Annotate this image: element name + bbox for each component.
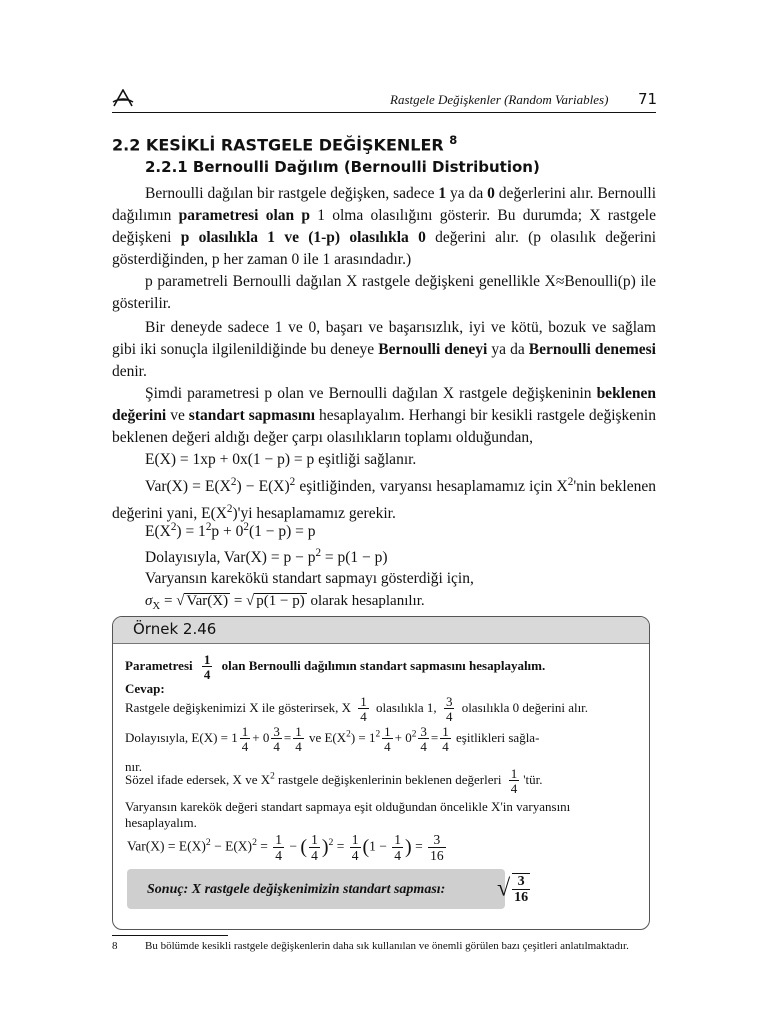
paragraph-variance: $Var(X) = E(X^2) - E(X)^2$ eşitliğinden, varyansı hesaplamamız için $X^2'nin$ beklenen değerini yani, $E(X^2)'yi$ hesaplamamız gerekir. — [112, 476, 656, 523]
equation-expected-value: E(X) = 1xp + 0x(1 − p) = p eşitliği sağlanır. — [145, 451, 417, 468]
footnote-rule — [112, 935, 228, 936]
paragraph-expected-value: Şimdi parametresi p olan ve Bernoulli dağılan X rastgele değişkeninin beklenen değerini ve standart sapmasını hesaplayalım. Herhangi bir kesikli rastgele değişkenin beklenen değeri aldığı değer çarpı olasılıkların toplamı olduğundan, — [112, 385, 656, 446]
result-banner — [127, 869, 505, 909]
section-heading: 2.2 KESİKLİ RASTGELE DEĞİŞKENLER $^8$ — [112, 133, 458, 155]
paragraph-bernoulli-trial: Bir deneyde sadece 1 ve 0, başarı ve başarısızlık, iyi ve kötü, bozuk ve sağlam gibi iki sonuçla ilgilenildiğinde bu deneye Bernoulli deneyi ya da Bernoulli denemesi denir. — [112, 319, 656, 380]
paragraph-notation: p parametreli Bernoulli dağılan X rastgele değişkeni genellikle X≈Benoulli(p) ile gösterilir. — [112, 273, 656, 312]
page-number: 71 — [638, 90, 658, 108]
example-question: Parametresi $\frac{1}{4}$ olan Bernoulli dağılımın standart sapmasını hesaplayalım. — [125, 652, 546, 682]
footnote-text: Bu bölümde kesikli rastgele değişkenlerin daha sık kullanılan ve önemli görülen bazı çeşitleri anlatılmaktadır. — [145, 940, 629, 952]
footnote-ref: 8 — [449, 133, 458, 147]
result-value: √ $\frac{3}{16}$ — [497, 874, 529, 905]
result-text: Sonuç: X rastgele değişkenimizin standart sapması: — [147, 882, 446, 897]
example-line-variance-intro: Varyansın karekök değeri standart sapmaya eşit olduğundan öncelikle X'in varyansını — [125, 799, 571, 814]
example-variance-equation: $Var(X) = E(X)^2 - E(X)^2$ = $\frac{1}{4}$ − ( $\frac{1}{4}$ )$^2$ = $\frac{1}{4}$ (1 − $\frac{1}{4}$ ) = $\frac{3}{16}$ — [127, 832, 444, 863]
running-title: Rastgele Değişkenler (Random Variables) — [390, 92, 609, 107]
example-line-variance-intro-cont: hesaplayalım. — [125, 815, 197, 830]
example-line-values: Rastgele değişkenimizi X ile gösterirsek, X $\frac{1}{4}$ olasılıkla 1, $\frac{3}{4}$ olasılıkla 0 değerini alır. — [125, 694, 589, 724]
equation-standard-deviation: $\sigma_X$ = √ Var(X) = √ p(1 − p) olarak hesaplanılır. — [145, 593, 425, 612]
subsection-heading: 2.2.1 Bernoulli Dağılım (Bernoulli Distribution) — [145, 158, 540, 176]
example-title: Örnek 2.46 — [133, 620, 217, 638]
footnote-number: 8 — [112, 940, 118, 952]
paragraph-bernoulli-intro: Bernoulli dağılan bir rastgele değişken, sadece 1 ya da 0 değerlerini alır. Bernoulli dağılımın parametresi olan p 1 olma olasılığını gösterir. Bu durumda; X rastgele değişkeni p olasılıkla 1 ve (1-p) olasılıkla 0 değerini alır. (p olasılık değerini gösterdiğinden, p her zaman 0 ile 1 arasındadır.) — [112, 185, 656, 268]
example-box — [112, 616, 650, 930]
example-line-continuation: nır. — [125, 759, 142, 774]
header-rule — [112, 112, 656, 113]
example-answer-label: Cevap: — [125, 681, 165, 696]
example-line-verbal: Sözel ifade edersek, X ve $X^2$ rastgele değişkenlerinin beklenen değerleri $\frac{1}{4}$ 'tür. — [125, 766, 543, 796]
equation-second-moment: $E(X^2) = 1^2p + 0^2(1 - p) = p$ — [145, 521, 316, 541]
equation-variance: Dolayısıyla, $Var(X) = p - p^2 = p(1 - p)$ — [145, 547, 388, 567]
a-letter-logo-icon — [112, 89, 134, 107]
example-title-bar — [113, 617, 649, 644]
sentence-square-root: Varyansın karekökü standart sapmayı gösterdiği için, — [145, 570, 474, 587]
example-line-expectations: Dolayısıyla, E(X) = 1 $\frac{1}{4}$ + 0 $\frac{3}{4}$ = $\frac{1}{4}$ ve $E(X^2) = 1^2$ $\frac{1}{4}$ + $0^2$ $\frac{3}{4}$ = $\frac{1}{4}$ eşitlikleri sağla- — [125, 724, 540, 754]
